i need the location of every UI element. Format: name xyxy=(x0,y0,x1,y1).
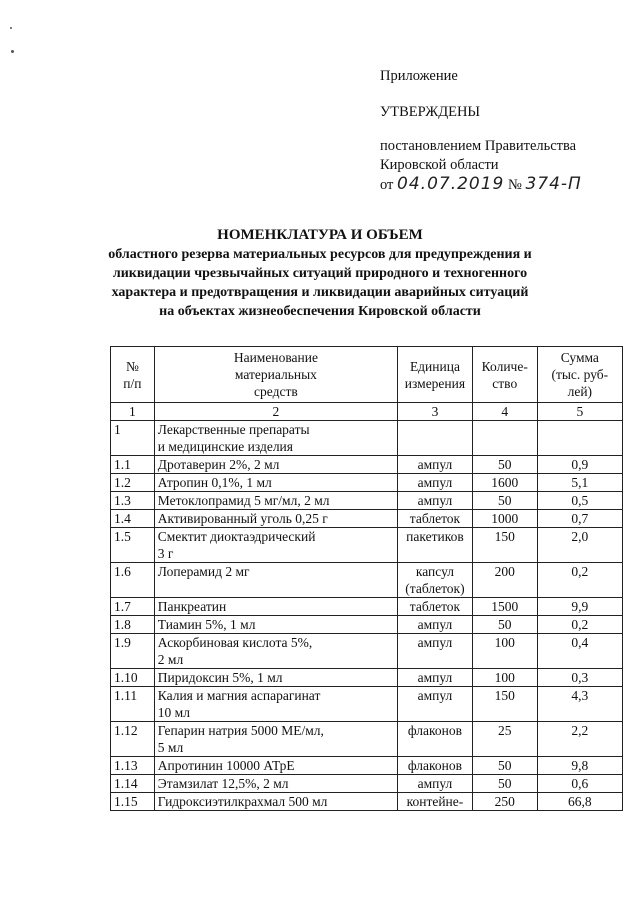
table-row xyxy=(111,793,623,811)
section-name-line-1: Лекарственные препараты xyxy=(157,422,310,437)
row-unit-line-1: ампул xyxy=(417,475,453,490)
approved-label: УТВЕРЖДЕНЫ xyxy=(380,104,481,120)
section-sum xyxy=(537,421,622,456)
row-quantity: 100 xyxy=(472,634,537,669)
row-unit xyxy=(398,687,473,722)
section-quantity xyxy=(472,421,537,456)
row-name-line-2: 5 мл xyxy=(157,740,184,755)
row-quantity: 1000 xyxy=(472,510,537,528)
row-sum: 4,3 xyxy=(537,687,622,722)
table-row xyxy=(111,456,623,474)
header-unit xyxy=(398,347,473,403)
decree-date-line xyxy=(380,175,582,195)
row-name-line-1: Активированный уголь 0,25 г xyxy=(157,511,328,526)
row-name xyxy=(154,793,397,811)
section-number: 1 xyxy=(111,421,155,456)
row-unit xyxy=(398,456,473,474)
row-unit xyxy=(398,757,473,775)
row-quantity: 1600 xyxy=(472,474,537,492)
decree-from: от xyxy=(380,177,394,193)
row-quantity: 150 xyxy=(472,528,537,563)
table-row xyxy=(111,598,623,616)
row-name-line-1: Дротаверин 2%, 2 мл xyxy=(157,457,280,472)
row-name xyxy=(154,775,397,793)
row-number: 1.8 xyxy=(111,616,155,634)
row-name xyxy=(154,687,397,722)
table-row xyxy=(111,722,623,757)
row-sum: 66,8 xyxy=(537,793,622,811)
header-number xyxy=(111,347,155,403)
row-unit-line-1: ампул xyxy=(417,688,453,703)
header-sum-line-3: лей) xyxy=(567,384,593,399)
row-sum: 5,1 xyxy=(537,474,622,492)
row-number: 1.9 xyxy=(111,634,155,669)
decree-number-sign: № xyxy=(508,177,522,193)
row-name xyxy=(154,634,397,669)
row-quantity: 50 xyxy=(472,757,537,775)
scan-speck xyxy=(10,27,12,29)
table-row xyxy=(111,474,623,492)
row-name xyxy=(154,492,397,510)
table-row xyxy=(111,528,623,563)
row-sum: 0,2 xyxy=(537,616,622,634)
row-unit xyxy=(398,616,473,634)
table-row xyxy=(111,687,623,722)
decree-line-2: Кировской области xyxy=(380,157,499,173)
row-unit xyxy=(398,793,473,811)
row-name-line-1: Пиридоксин 5%, 1 мл xyxy=(157,670,283,685)
row-unit xyxy=(398,492,473,510)
appendix-label: Приложение xyxy=(380,68,458,84)
header-number-line-1: № xyxy=(125,358,139,374)
header-sum-line-2: (тыс. руб- xyxy=(551,367,609,382)
row-number: 1.7 xyxy=(111,598,155,616)
table-row xyxy=(111,492,623,510)
header-number-line-2: п/п xyxy=(123,375,142,391)
table-row xyxy=(111,757,623,775)
row-number: 1.12 xyxy=(111,722,155,757)
row-name xyxy=(154,757,397,775)
row-sum: 0,7 xyxy=(537,510,622,528)
row-unit xyxy=(398,722,473,757)
scan-speck xyxy=(11,50,14,53)
header-unit-line-2: измерения xyxy=(404,375,466,391)
row-name-line-1: Атропин 0,1%, 1 мл xyxy=(157,475,272,490)
row-quantity: 50 xyxy=(472,775,537,793)
row-name-line-2: 10 мл xyxy=(157,705,190,720)
row-quantity: 150 xyxy=(472,687,537,722)
table-row xyxy=(111,634,623,669)
row-sum: 0,2 xyxy=(537,563,622,598)
row-quantity: 200 xyxy=(472,563,537,598)
document-title xyxy=(60,226,580,321)
row-number: 1.5 xyxy=(111,528,155,563)
header-name xyxy=(154,347,397,403)
section-unit xyxy=(398,421,473,456)
row-quantity: 50 xyxy=(472,456,537,474)
row-unit-line-1: ампул xyxy=(417,776,453,791)
row-number: 1.1 xyxy=(111,456,155,474)
header-sum xyxy=(537,347,622,403)
decree-date: 04.07.2019 xyxy=(397,174,505,194)
table-body xyxy=(111,403,623,811)
row-sum: 0,3 xyxy=(537,669,622,687)
row-quantity: 250 xyxy=(472,793,537,811)
row-name-line-1: Калия и магния аспарагинат xyxy=(157,688,321,703)
row-name xyxy=(154,722,397,757)
row-sum: 9,9 xyxy=(537,598,622,616)
row-number: 1.14 xyxy=(111,775,155,793)
row-unit-line-1: ампул xyxy=(417,493,453,508)
row-name xyxy=(154,456,397,474)
row-name-line-1: Панкреатин xyxy=(157,599,227,614)
row-name xyxy=(154,563,397,598)
title-line-4: на объектах жизнеобеспечения Кировской области xyxy=(159,304,481,319)
row-sum: 9,8 xyxy=(537,757,622,775)
row-number: 1.4 xyxy=(111,510,155,528)
column-index: 5 xyxy=(537,403,622,421)
row-unit xyxy=(398,775,473,793)
row-sum: 0,5 xyxy=(537,492,622,510)
row-unit-line-1: таблеток xyxy=(409,599,461,614)
row-name xyxy=(154,510,397,528)
header-name-line-1: Наименование xyxy=(233,350,318,365)
row-name xyxy=(154,669,397,687)
row-name-line-1: Смектит диоктаэдрический xyxy=(157,529,316,544)
row-number: 1.11 xyxy=(111,687,155,722)
row-unit-line-1: ампул xyxy=(417,670,453,685)
row-name xyxy=(154,474,397,492)
section-name xyxy=(154,421,397,456)
row-unit-line-1: таблеток xyxy=(409,511,461,526)
decree-number: 374-П xyxy=(525,174,582,194)
row-unit xyxy=(398,598,473,616)
row-quantity: 50 xyxy=(472,616,537,634)
row-sum: 2,2 xyxy=(537,722,622,757)
row-name-line-1: Метоклопрамид 5 мг/мл, 2 мл xyxy=(157,493,330,508)
column-index-row xyxy=(111,403,623,421)
row-unit-line-1: ампул xyxy=(417,457,453,472)
row-number: 1.13 xyxy=(111,757,155,775)
section-name-line-2: и медицинские изделия xyxy=(157,439,293,454)
row-name-line-1: Аскорбиновая кислота 5%, xyxy=(157,635,313,650)
row-number: 1.3 xyxy=(111,492,155,510)
table-header-row xyxy=(111,347,623,403)
header-name-line-2: материальных xyxy=(234,367,317,382)
row-name-line-1: Апротинин 10000 АТрЕ xyxy=(157,758,295,773)
row-name-line-1: Тиамин 5%, 1 мл xyxy=(157,617,256,632)
row-unit-line-1: ампул xyxy=(417,617,453,632)
row-sum: 0,6 xyxy=(537,775,622,793)
row-unit-line-1: контейне- xyxy=(406,794,464,809)
row-quantity: 50 xyxy=(472,492,537,510)
section-row xyxy=(111,421,623,456)
column-index: 4 xyxy=(472,403,537,421)
row-quantity: 100 xyxy=(472,669,537,687)
column-index: 3 xyxy=(398,403,473,421)
row-number: 1.2 xyxy=(111,474,155,492)
table-row xyxy=(111,669,623,687)
title-line-1: областного резерва материальных ресурсов для предупреждения и xyxy=(108,247,532,262)
row-name xyxy=(154,598,397,616)
row-name-line-1: Гидроксиэтилкрахмал 500 мл xyxy=(157,794,328,809)
row-name-line-1: Гепарин натрия 5000 МЕ/мл, xyxy=(157,723,324,738)
column-index: 1 xyxy=(111,403,155,421)
header-name-line-3: средств xyxy=(254,384,298,399)
row-name-line-1: Этамзилат 12,5%, 2 мл xyxy=(157,776,289,791)
row-name-line-2: 3 г xyxy=(157,546,174,561)
row-unit xyxy=(398,563,473,598)
decree-reference xyxy=(380,137,582,195)
row-name-line-1: Лоперамид 2 мг xyxy=(157,564,250,579)
row-number: 1.15 xyxy=(111,793,155,811)
table-row xyxy=(111,510,623,528)
row-name xyxy=(154,528,397,563)
title-line-3: характера и предотвращения и ликвидации аварийных ситуаций xyxy=(111,285,529,300)
row-unit xyxy=(398,474,473,492)
table-row xyxy=(111,616,623,634)
row-number: 1.6 xyxy=(111,563,155,598)
row-unit xyxy=(398,528,473,563)
header-quantity-line-1: Количе- xyxy=(481,358,528,374)
row-unit-line-1: капсул xyxy=(415,564,454,579)
title-main: НОМЕНКЛАТУРА И ОБЪЕМ xyxy=(217,227,423,243)
table-row xyxy=(111,775,623,793)
column-index: 2 xyxy=(154,403,397,421)
row-name xyxy=(154,616,397,634)
table-row xyxy=(111,563,623,598)
title-line-2: ликвидации чрезвычайных ситуаций природного и техногенного xyxy=(112,266,528,281)
header-quantity xyxy=(472,347,537,403)
row-unit-line-2: (таблеток) xyxy=(405,581,465,596)
row-number: 1.10 xyxy=(111,669,155,687)
row-name-line-2: 2 мл xyxy=(157,652,184,667)
row-unit xyxy=(398,510,473,528)
row-unit-line-1: флаконов xyxy=(407,723,462,738)
row-quantity: 1500 xyxy=(472,598,537,616)
row-unit xyxy=(398,634,473,669)
row-unit xyxy=(398,669,473,687)
row-unit-line-1: флаконов xyxy=(407,758,462,773)
header-quantity-line-2: ство xyxy=(492,375,518,391)
decree-line-1: постановлением Правительства xyxy=(380,138,577,154)
header-unit-line-1: Единица xyxy=(409,358,460,374)
row-sum: 2,0 xyxy=(537,528,622,563)
row-sum: 0,9 xyxy=(537,456,622,474)
header-sum-line-1: Сумма xyxy=(560,350,599,365)
row-unit-line-1: ампул xyxy=(417,635,453,650)
row-sum: 0,4 xyxy=(537,634,622,669)
resources-table xyxy=(110,346,623,811)
row-unit-line-1: пакетиков xyxy=(406,529,464,544)
row-quantity: 25 xyxy=(472,722,537,757)
